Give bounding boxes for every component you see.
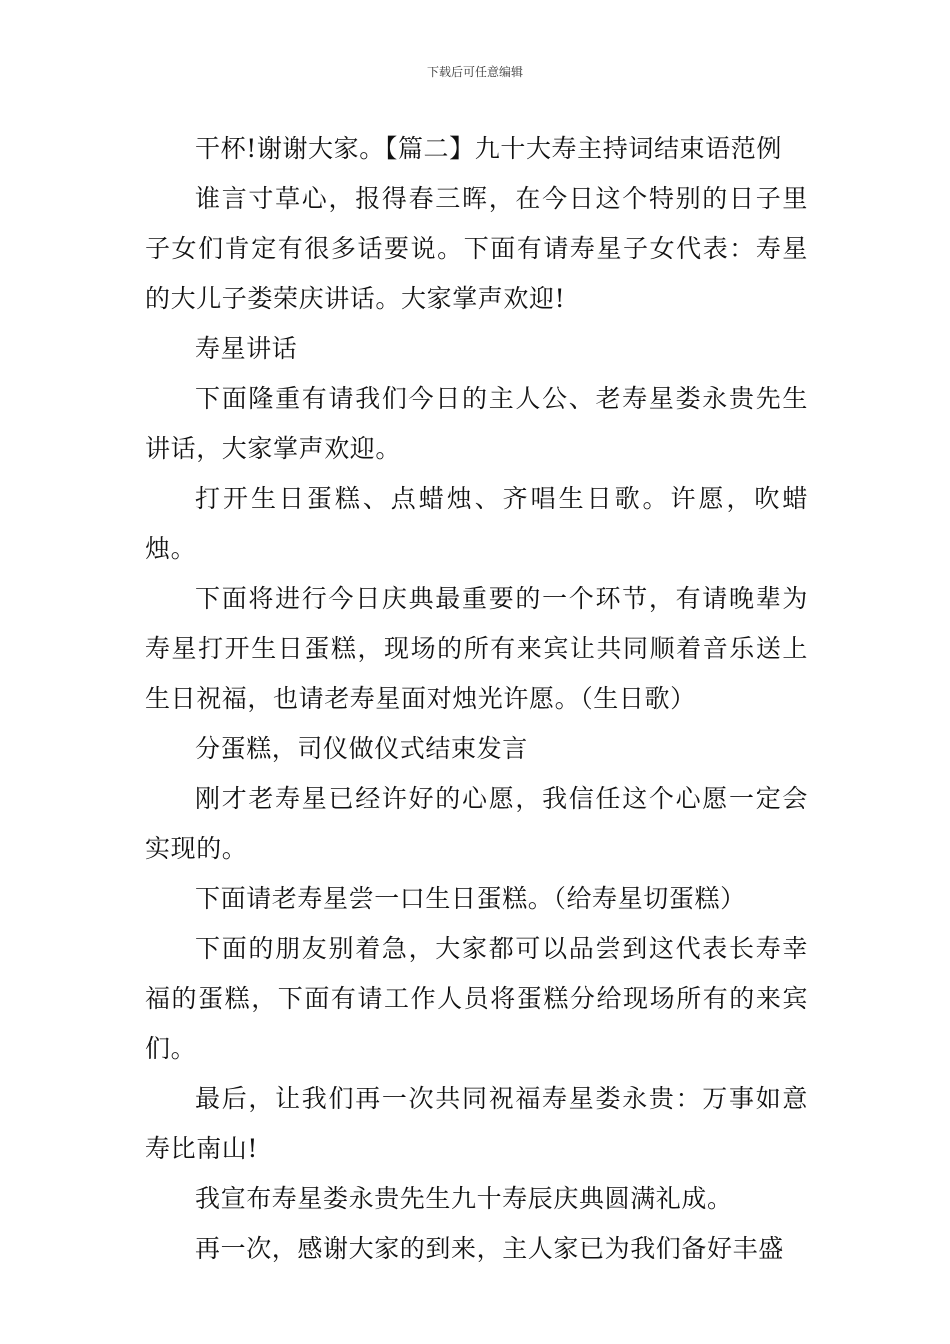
- paragraph: 下面的朋友别着急，大家都可以品尝到这代表长寿幸福的蛋糕，下面有请工作人员将蛋糕分给现场所有的来宾们。: [145, 934, 808, 1063]
- document-body: [145, 124, 808, 1274]
- paragraph: 再一次，感谢大家的到来，主人家已为我们备好丰盛: [195, 1234, 784, 1263]
- paragraph: 下面将进行今日庆典最重要的一个环节，有请晚辈为寿星打开生日蛋糕，现场的所有来宾让共同顺着音乐送上生日祝福，也请老寿星面对烛光许愿。（生日歌）: [145, 584, 808, 713]
- paragraph: 分蛋糕，司仪做仪式结束发言: [195, 734, 528, 763]
- paragraph: 刚才老寿星已经许好的心愿，我信任这个心愿一定会实现的。: [145, 784, 808, 863]
- paragraph: 打开生日蛋糕、点蜡烛、齐唱生日歌。许愿，吹蜡烛。: [145, 484, 808, 563]
- paragraph: 干杯!谢谢大家。【篇二】九十大寿主持词结束语范例: [195, 134, 782, 163]
- paragraph: 最后，让我们再一次共同祝福寿星娄永贵：万事如意寿比南山!: [145, 1084, 808, 1163]
- paragraph: 寿星讲话: [195, 334, 298, 363]
- paragraph: 下面请老寿星尝一口生日蛋糕。（给寿星切蛋糕）: [195, 884, 746, 913]
- paragraph: 下面隆重有请我们今日的主人公、老寿星娄永贵先生讲话，大家掌声欢迎。: [145, 384, 808, 463]
- paragraph: 我宣布寿星娄永贵先生九十寿辰庆典圆满礼成。: [195, 1184, 733, 1213]
- paragraph: 谁言寸草心，报得春三晖，在今日这个特别的日子里子女们肯定有很多话要说。下面有请寿星子女代表：寿星的大儿子娄荣庆讲话。大家掌声欢迎!: [145, 184, 808, 313]
- page-header-note: 下载后可任意编辑: [426, 65, 523, 79]
